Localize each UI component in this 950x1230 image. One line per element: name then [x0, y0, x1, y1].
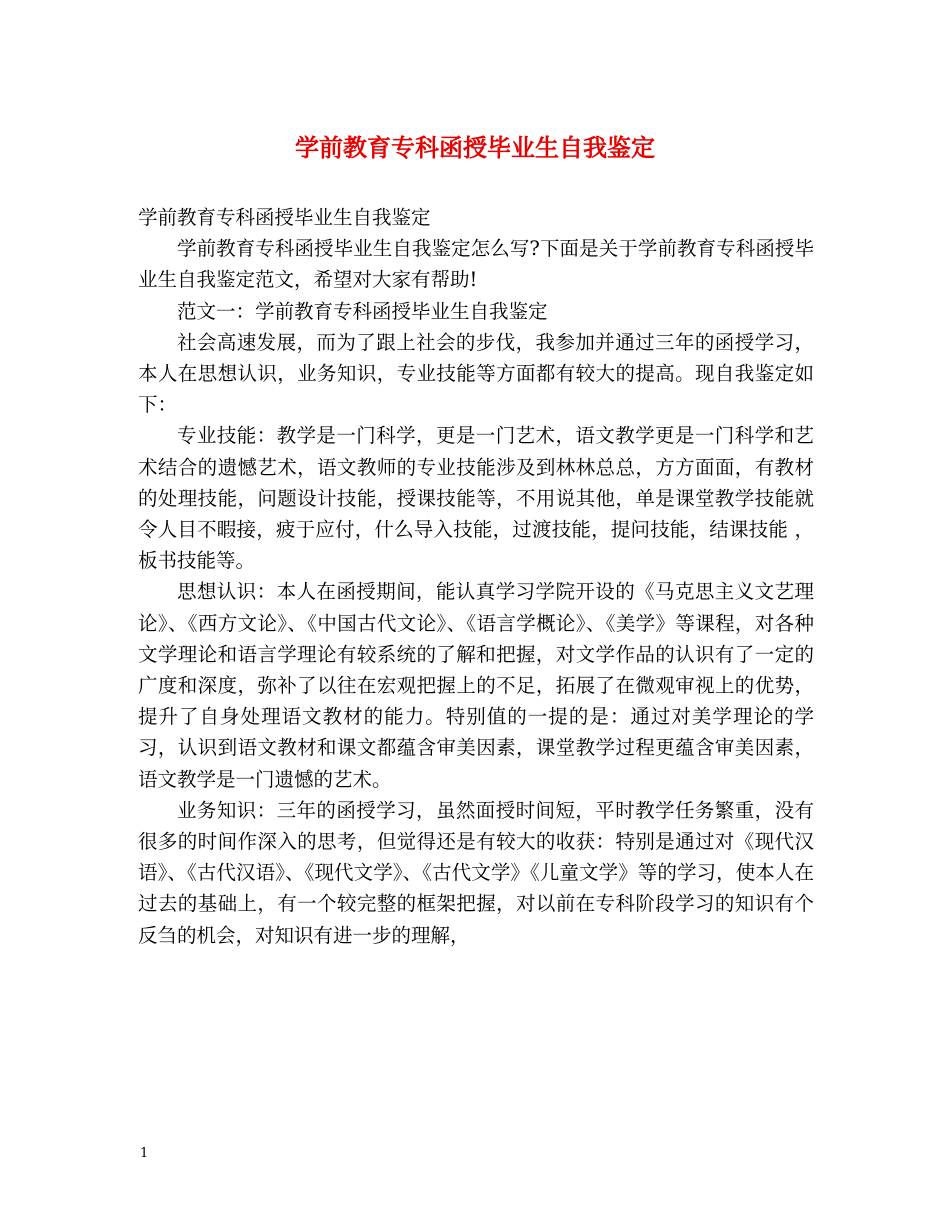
- paragraph-thinking: 思想认识：本人在函授期间，能认真学习学院开设的《马克思主义文艺理论》、《西方文论》、《中国古代文论》、《语言学概论》、《美学》等课程，对各种文学理论和语言学理论有较系统的了解和把握，对文学作品的认识有了一定的广度和深度，弥补了以往在宏观把握上的不足，拓展了在微观审视上的优势，提升了自身处理语文教材的能力。特别值的一提的是：通过对美学理论的学习，认识到语文教材和课文都蕴含审美因素，课堂教学过程更蕴含审美因素，语文教学是一门遗憾的艺术。: [138, 580, 814, 791]
- paragraph-opening: 社会高速发展，而为了跟上社会的步伐，我参加并通过三年的函授学习，本人在思想认识，业务知识，专业技能等方面都有较大的提高。现自我鉴定如下：: [138, 330, 814, 417]
- document-body: [138, 202, 814, 951]
- paragraph-intro: 学前教育专科函授毕业生自我鉴定怎么写?下面是关于学前教育专科函授毕业生自我鉴定范文，希望对大家有帮助!: [138, 237, 814, 292]
- page-number: 1: [140, 1146, 149, 1161]
- document-title: 学前教育专科函授毕业生自我鉴定: [295, 133, 655, 162]
- paragraph-business-knowledge: 业务知识：三年的函授学习，虽然面授时间短，平时教学任务繁重，没有很多的时间作深入的思考，但觉得还是有较大的收获：特别是通过对《现代汉语》、《古代汉语》、《现代文学》、《古代文学》《儿童文学》等的学习，使本人在过去的基础上，有一个较完整的框架把握，对以前在专科阶段学习的知识有个反刍的机会，对知识有进一步的理解，: [138, 798, 814, 947]
- paragraph-sample-title: 范文一：学前教育专科函授毕业生自我鉴定: [177, 299, 548, 323]
- paragraph-heading: 学前教育专科函授毕业生自我鉴定: [138, 206, 431, 229]
- paragraph-professional-skills: 专业技能：教学是一门科学，更是一门艺术，语文教学更是一门科学和艺术结合的遗憾艺术，语文教师的专业技能涉及到林林总总，方方面面，有教材的处理技能，问题设计技能，授课技能等，不用说其他，单是课堂教学技能就令人目不暇接，疲于应付，什么导入技能，过渡技能，提问技能，结课技能 ，板书技能等。: [138, 424, 814, 573]
